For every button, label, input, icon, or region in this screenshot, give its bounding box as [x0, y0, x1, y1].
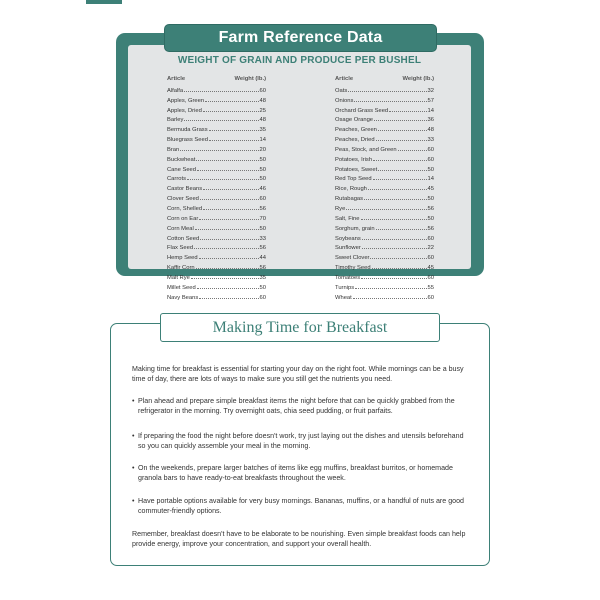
bullet-text: On the weekends, prepare larger batches of items like egg muffins, breakfast burritos, or homemade granola bars to have ready-to-eat breakfasts throughout the week. — [138, 464, 453, 483]
dot-leader — [361, 273, 426, 279]
dot-leader — [199, 293, 258, 299]
header-article: Article — [167, 76, 186, 82]
grain-table-row — [167, 204, 266, 214]
dot-leader — [194, 243, 258, 249]
dot-leader — [378, 165, 426, 171]
breakfast-title: Making Time for Breakfast — [160, 313, 440, 342]
grain-weight: 56 — [259, 245, 266, 252]
grain-table-right — [335, 76, 434, 302]
grain-table-row — [335, 273, 434, 283]
grain-article: Kaffir Corn — [167, 265, 195, 272]
dot-leader — [191, 273, 259, 279]
grain-article: Bermuda Grass — [167, 127, 208, 134]
dot-leader — [196, 155, 258, 161]
grain-table-header — [167, 76, 266, 84]
grain-article: Potatoes, Irish — [335, 156, 373, 163]
grain-article: Onions — [335, 97, 354, 104]
grain-rows-left — [167, 86, 266, 303]
grain-weight: 44 — [259, 255, 266, 262]
grain-article: Sunflower — [335, 245, 361, 252]
grain-weight: 60 — [259, 87, 266, 94]
grain-table-row — [335, 86, 434, 96]
grain-table-row — [335, 184, 434, 194]
grain-article: Peaches, Green — [335, 127, 377, 134]
grain-article: Rice, Rough — [335, 186, 367, 193]
grain-article: Turnips — [335, 284, 355, 291]
grain-weight: 56 — [259, 265, 266, 272]
grain-weight: 50 — [427, 196, 434, 203]
grain-table-row — [167, 224, 266, 234]
grain-table-row — [335, 125, 434, 135]
grain-table-row — [335, 96, 434, 106]
grain-table-row — [335, 214, 434, 224]
grain-table-header — [335, 76, 434, 84]
grain-table-row — [167, 125, 266, 135]
grain-weight: 50 — [259, 156, 266, 163]
grain-article: Apples, Green — [167, 97, 205, 104]
grain-weight: 48 — [259, 117, 266, 124]
grain-weight: 36 — [427, 117, 434, 124]
grain-weight: 50 — [427, 166, 434, 173]
bullet-text: Plan ahead and prepare simple breakfast items the night before that can be quickly grabbed from the refrigerator in the morning. Try overnight oats, chia seed pudding, or fruit parfaits. — [138, 397, 455, 416]
dot-leader — [209, 125, 259, 131]
header-weight: Weight (lb.) — [234, 76, 266, 82]
grain-table-row — [335, 283, 434, 293]
grain-table-row — [167, 194, 266, 204]
grain-weight: 14 — [259, 137, 266, 144]
grain-article: Potatoes, Sweet — [335, 166, 378, 173]
grain-article: Millet Seed — [167, 284, 196, 291]
grain-weight: 60 — [427, 294, 434, 301]
grain-article: Soybeans — [335, 235, 361, 242]
grain-article: Osage Orange — [335, 117, 374, 124]
dot-leader — [373, 155, 426, 161]
breakfast-bullet — [132, 431, 468, 452]
grain-article: Carrots — [167, 176, 187, 183]
grain-table-row — [335, 165, 434, 175]
dot-leader — [203, 184, 258, 190]
grain-article: Hemp Seed — [167, 255, 198, 262]
bullet-dot: • — [132, 432, 135, 440]
grain-table-row — [335, 155, 434, 165]
grain-table-row — [335, 135, 434, 145]
grain-weight: 60 — [259, 196, 266, 203]
grain-article: Castor Beans — [167, 186, 203, 193]
dot-leader — [372, 263, 427, 269]
grain-weight: 22 — [427, 245, 434, 252]
dot-leader — [187, 174, 259, 180]
grain-article: Rutabagas — [335, 196, 364, 203]
grain-weight: 55 — [427, 284, 434, 291]
grain-article: Bluegrass Seed — [167, 137, 208, 144]
grain-article: Apples, Dried — [167, 107, 202, 114]
grain-weight: 25 — [259, 107, 266, 114]
grain-article: Clover Seed — [167, 196, 199, 203]
grain-weight: 48 — [259, 97, 266, 104]
grain-article: Barley — [167, 117, 184, 124]
grain-article: Sorghum, grain — [335, 225, 375, 232]
grain-table-row — [167, 86, 266, 96]
grain-table-row — [167, 253, 266, 263]
grain-article: Salt, Fine — [335, 215, 360, 222]
grain-table-row — [167, 184, 266, 194]
grain-table-row — [335, 224, 434, 234]
grain-weight: 35 — [259, 274, 266, 281]
dot-leader — [197, 165, 259, 171]
grain-weight: 56 — [427, 225, 434, 232]
grain-weight: 56 — [259, 205, 266, 212]
farm-reference-subtitle: WEIGHT OF GRAIN AND PRODUCE PER BUSHEL — [177, 55, 422, 66]
dot-leader — [355, 283, 426, 289]
grain-table-row — [167, 96, 266, 106]
grain-article: Orchard Grass Seed — [335, 107, 389, 114]
grain-article: Sweet Clover — [335, 255, 370, 262]
grain-article: Bran — [167, 146, 180, 153]
bullet-dot: • — [132, 464, 135, 472]
dot-leader — [361, 214, 427, 220]
grain-weight: 45 — [427, 186, 434, 193]
grain-table-row — [335, 263, 434, 273]
breakfast-bullet — [132, 463, 468, 484]
grain-table-row — [335, 194, 434, 204]
dot-leader — [196, 263, 259, 269]
grain-weight: 60 — [427, 146, 434, 153]
grain-table-row — [335, 174, 434, 184]
grain-weight: 45 — [427, 265, 434, 272]
grain-table-row — [167, 115, 266, 125]
dot-leader — [368, 184, 427, 190]
dot-leader — [195, 224, 259, 230]
dot-leader — [354, 96, 426, 102]
grain-weight: 48 — [427, 127, 434, 134]
grain-weight: 46 — [259, 186, 266, 193]
breakfast-closing: Remember, breakfast doesn't have to be elaborate to be nourishing. Even simple breakfast foods can help provide energy, improve your concentration, and support your overall health. — [132, 530, 466, 549]
dot-leader — [398, 145, 427, 151]
grain-table-row — [335, 243, 434, 253]
grain-table-row — [167, 155, 266, 165]
breakfast-bullet — [132, 496, 468, 517]
dot-leader — [184, 86, 258, 92]
grain-weight: 33 — [427, 137, 434, 144]
dot-leader — [374, 115, 427, 121]
dot-leader — [346, 204, 426, 210]
grain-weight: 35 — [259, 127, 266, 134]
grain-weight: 60 — [427, 235, 434, 242]
grain-table-row — [167, 293, 266, 303]
grain-table-row — [335, 145, 434, 155]
grain-weight: 56 — [427, 205, 434, 212]
grain-table-row — [335, 253, 434, 263]
grain-table-row — [167, 243, 266, 253]
breakfast-bullet — [132, 396, 468, 417]
grain-article: Red Top Seed — [335, 176, 372, 183]
grain-table-row — [335, 106, 434, 116]
bullet-dot: • — [132, 497, 135, 505]
grain-article: Alfalfa — [167, 87, 184, 94]
grain-table-row — [167, 234, 266, 244]
grain-article: Corn, Shelled — [167, 205, 203, 212]
grain-table-row — [167, 214, 266, 224]
dot-leader — [376, 135, 427, 141]
grain-article: Buckwheat — [167, 156, 196, 163]
dot-leader — [364, 194, 427, 200]
grain-weight: 60 — [259, 294, 266, 301]
bullet-text: If preparing the food the night before doesn't work, try just laying out the dishes and utensils beforehand so you can quickly assemble your meal in the morning. — [138, 432, 464, 451]
farm-reference-title: Farm Reference Data — [165, 25, 436, 51]
bullet-dot: • — [132, 397, 135, 405]
grain-table-row — [167, 135, 266, 145]
dot-leader — [203, 106, 259, 112]
dot-leader — [362, 243, 427, 249]
dot-leader — [378, 125, 427, 131]
dot-leader — [199, 214, 258, 220]
grain-table-row — [167, 283, 266, 293]
grain-article: Navy Beans — [167, 294, 199, 301]
grain-article: Peas, Stock, and Green — [335, 146, 397, 153]
grain-weight: 70 — [259, 215, 266, 222]
grain-table-row — [167, 263, 266, 273]
grain-article: Timothy Seed — [335, 265, 371, 272]
grain-weight: 60 — [427, 274, 434, 281]
grain-article: Oats — [335, 87, 348, 94]
grain-article: Wheat — [335, 294, 352, 301]
dot-leader — [389, 106, 426, 112]
grain-weight: 33 — [259, 235, 266, 242]
grain-weight: 60 — [427, 156, 434, 163]
grain-table-row — [167, 165, 266, 175]
grain-table-row — [167, 106, 266, 116]
grain-article: Cane Seed — [167, 166, 197, 173]
corner-tab — [86, 0, 122, 4]
grain-article: Peaches, Dried — [335, 137, 375, 144]
grain-article: Flax Seed — [167, 245, 194, 252]
grain-weight: 14 — [427, 107, 434, 114]
grain-weight: 50 — [259, 225, 266, 232]
grain-table-row — [167, 174, 266, 184]
grain-weight: 32 — [427, 87, 434, 94]
dot-leader — [362, 234, 427, 240]
dot-leader — [199, 253, 259, 259]
grain-table-row — [167, 273, 266, 283]
dot-leader — [348, 86, 426, 92]
grain-table-row — [167, 145, 266, 155]
grain-weight: 50 — [259, 176, 266, 183]
grain-article: Rye — [335, 205, 346, 212]
grain-weight: 50 — [259, 284, 266, 291]
dot-leader — [180, 145, 258, 151]
grain-weight: 20 — [259, 146, 266, 153]
bullet-text: Have portable options available for very busy mornings. Bananas, muffins, or a handful of nuts are good commuter-friendly options. — [138, 497, 464, 516]
header-article: Article — [335, 76, 354, 82]
dot-leader — [200, 194, 259, 200]
grain-rows-right — [335, 86, 434, 303]
grain-article: Tomatoes — [335, 274, 361, 281]
grain-article: Cotton Seed — [167, 235, 200, 242]
dot-leader — [205, 96, 258, 102]
grain-article: Corn on Ear — [167, 215, 199, 222]
grain-article: Corn Meal — [167, 225, 194, 232]
grain-weight: 50 — [259, 166, 266, 173]
dot-leader — [200, 234, 258, 240]
dot-leader — [373, 174, 427, 180]
dot-leader — [370, 253, 426, 259]
grain-weight: 57 — [427, 97, 434, 104]
grain-weight: 60 — [427, 255, 434, 262]
dot-leader — [197, 283, 259, 289]
grain-table-left — [167, 76, 266, 302]
dot-leader — [203, 204, 258, 210]
breakfast-intro: Making time for breakfast is essential for starting your day on the right foot. While mornings can be a busy time of day, there are lots of ways to make sure you still get the nutrients you need. — [132, 365, 464, 384]
header-weight: Weight (lb.) — [402, 76, 434, 82]
grain-article: Malt Rye — [167, 274, 190, 281]
dot-leader — [184, 115, 258, 121]
grain-weight: 50 — [427, 215, 434, 222]
grain-weight: 14 — [427, 176, 434, 183]
grain-table-row — [335, 234, 434, 244]
dot-leader — [353, 293, 427, 299]
dot-leader — [376, 224, 427, 230]
grain-table-row — [335, 204, 434, 214]
dot-leader — [209, 135, 259, 141]
grain-table-row — [335, 293, 434, 303]
grain-table-row — [335, 115, 434, 125]
